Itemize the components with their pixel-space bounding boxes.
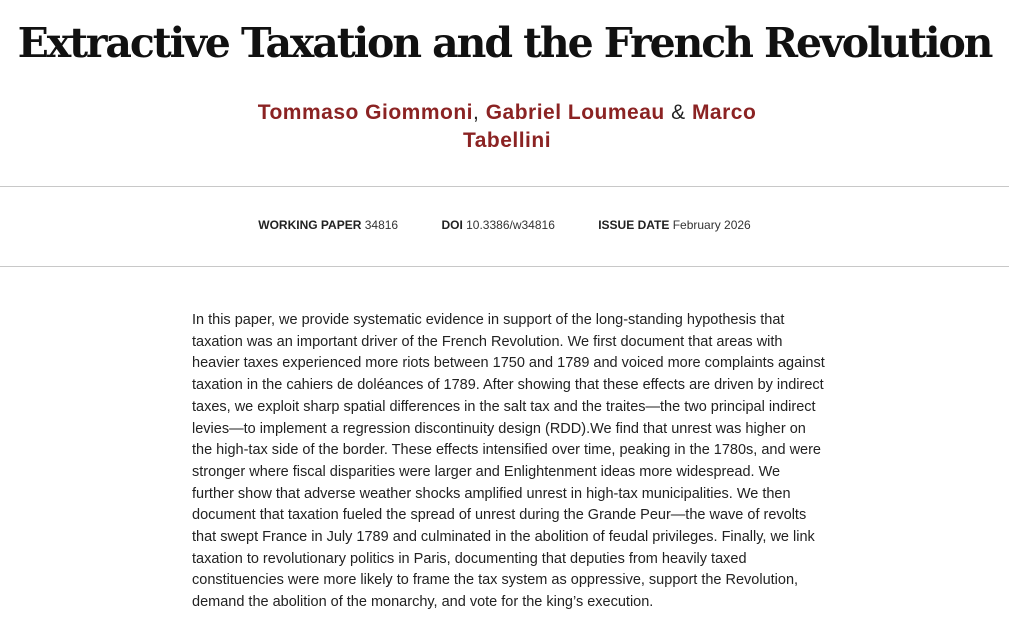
top-divider [0,186,1009,187]
author-link-giommoni[interactable]: Tommaso Giommoni [257,101,473,124]
author-link-tabellini[interactable]: Marco Tabellini [462,101,757,152]
doi-value: 10.3386/w34816 [466,218,555,232]
paper-metadata [0,217,1009,233]
working-paper-number: 34816 [364,218,399,232]
page-title: Extractive Taxation and the French Revolution [17,19,992,67]
author-separator-comma: , [473,101,480,124]
author-list [234,99,780,155]
abstract-text: In this paper, we provide systematic evidence in support of the long-standing hypothesis that taxation was an important driver of the French Revolution. We first document that areas with heavier taxes experienced more riots between 1750 and 1789 and voiced more complaints against taxation in the cahiers de doléances of 1789. After showing that these effects are driven by indirect taxes, we exploit sharp spatial differences in the salt tax and the traites—the two principal indirect levies—to implement a regression discontinuity design (RDD).We find that unrest was higher on the high-tax side of the border. These effects intensified over time, peaking in the 1780s, and were stronger where fiscal disparities were larger and Enlightenment ideas more widespread. We further show that adverse weather shocks amplified unrest in high-tax municipalities. We then document that taxation fueled the spread of unrest during the Grande Peur—the wave of revolts that swept France in July 1789 and culminated in the abolition of feudal privileges. Finally, we link taxation to revolutionary politics in Paris, documenting that deputies from heavily taxed constituencies were more likely to frame the tax system as oppressive, support the Revolution, demand the abolition of the monarchy, and vote for the king’s execution. [192,312,825,611]
doi-label: DOI [441,218,463,232]
working-paper-meta [258,217,398,233]
issue-date-meta [598,217,751,233]
issue-date-value: February 2026 [672,218,751,232]
author-separator-ampersand: & [671,101,686,124]
issue-date-label: ISSUE DATE [598,218,670,232]
bottom-divider [0,266,1009,267]
doi-meta [441,217,554,233]
working-paper-label: WORKING PAPER [258,218,362,232]
author-link-loumeau[interactable]: Gabriel Loumeau [485,101,665,124]
